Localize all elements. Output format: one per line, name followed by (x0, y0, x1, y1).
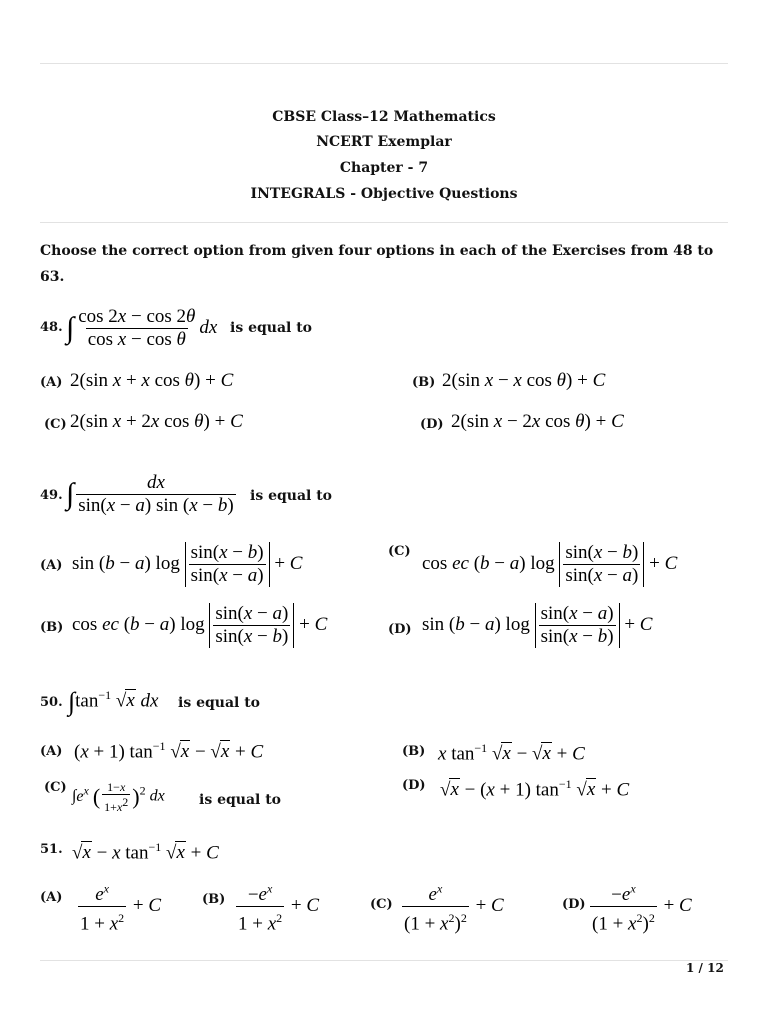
q51-option-c: $\frac{e^x}{(1 + x^2)^2}$ + C (404, 882, 504, 935)
question-49-number: 49. (40, 488, 63, 503)
q48-option-b-label: (B) (412, 375, 436, 390)
header-chapter: Chapter - 7 (339, 160, 429, 176)
question-50-number: 50. (40, 695, 63, 710)
q50-option-c-suffix: is equal to (199, 792, 282, 808)
q50-option-c-expression: $\int e^x$ ( $\frac{1-x}{1+x^2}$ )$^2$ dx (72, 780, 165, 814)
q51-option-a-label: (A) (40, 890, 63, 905)
q51-option-d-label: (D) (562, 897, 586, 912)
q49-option-a: sin (b − a) log $\frac{\sin(x - b)}{\sin(x - a)}$ + C (72, 542, 303, 586)
q51-option-b: $\frac{-e^x}{1 + x^2}$ + C (238, 882, 320, 935)
question-50-integral: $\int\tan^{-1}$ √x dx (68, 686, 159, 716)
q48-option-d-label: (D) (420, 417, 444, 432)
header-rule (40, 222, 728, 223)
instructions: Choose the correct option from given four options in each of the Exercises from 48 to 63. (40, 243, 714, 285)
header-book: NCERT Exemplar (316, 134, 452, 150)
q50-option-b: x $\tan^{-1} √x - √x + C$ (438, 741, 585, 765)
q48-option-c: 2(sin x + 2x cos θ) + C (70, 411, 243, 432)
question-48-number: 48. (40, 320, 63, 335)
q49-option-a-label: (A) (40, 558, 63, 573)
q50-option-d-label: (D) (402, 778, 426, 793)
q51-option-c-label: (C) (370, 897, 393, 912)
question-51-number: 51. (40, 842, 63, 857)
footer-rule (40, 960, 728, 961)
q49-option-c: cos ec (b − a) log $\frac{\sin(x - b)}{\sin(x - a)}$ + C (422, 542, 678, 586)
q50-option-a: (x + 1) $\tan^{-1} √x - √x + C$ (74, 739, 264, 763)
q51-option-d: $\frac{-e^x}{(1 + x^2)^2}$ + C (592, 882, 692, 935)
q51-option-a: $\frac{e^x}{1 + x^2}$ + C (80, 882, 162, 935)
q49-option-b-label: (B) (40, 620, 64, 635)
q50-option-d: √x − (x + 1) $\tan^{-1} √x + C$ (440, 777, 630, 801)
header-topic: INTEGRALS - Objective Questions (250, 186, 518, 202)
q48-option-c-label: (C) (44, 417, 67, 432)
q50-option-a-label: (A) (40, 744, 63, 759)
q48-option-b: 2(sin x − x cos θ) + C (442, 370, 606, 391)
question-49-suffix: is equal to (250, 488, 333, 504)
q49-option-c-label: (C) (388, 544, 411, 559)
q48-option-d: 2(sin x − 2x cos θ) + C (451, 411, 624, 432)
question-48-suffix: is equal to (230, 320, 313, 336)
q48-option-a: 2(sin x + x cos θ) + C (70, 370, 234, 391)
q50-option-b-label: (B) (402, 744, 426, 759)
question-51-expression: √x − x $\tan^{-1} √x + C$ (72, 840, 219, 864)
question-48-integral: ∫ $\frac{\cos 2x - \cos 2\theta}{\text{cos x − cos θ}}$ dx (66, 306, 218, 350)
page-indicator: 1 / 12 (686, 961, 724, 975)
q50-option-c-label: (C) (44, 780, 67, 795)
header-subject: CBSE Class–12 Mathematics (272, 109, 496, 125)
q49-option-d: sin (b − a) log $\frac{\sin(x - a)}{\sin(x - b)}$ + C (422, 603, 653, 647)
q48-option-a-label: (A) (40, 375, 63, 390)
q49-option-b: cos ec (b − a) log $\frac{\sin(x - a)}{\sin(x - b)}$ + C (72, 603, 328, 647)
q51-option-b-label: (B) (202, 892, 226, 907)
question-50-suffix: is equal to (178, 695, 261, 711)
top-rule (40, 63, 728, 64)
q49-option-d-label: (D) (388, 622, 412, 637)
question-49-integral: ∫ $\frac{dx}{\sin(x - a) \sin (x - b)}$ (66, 472, 234, 516)
